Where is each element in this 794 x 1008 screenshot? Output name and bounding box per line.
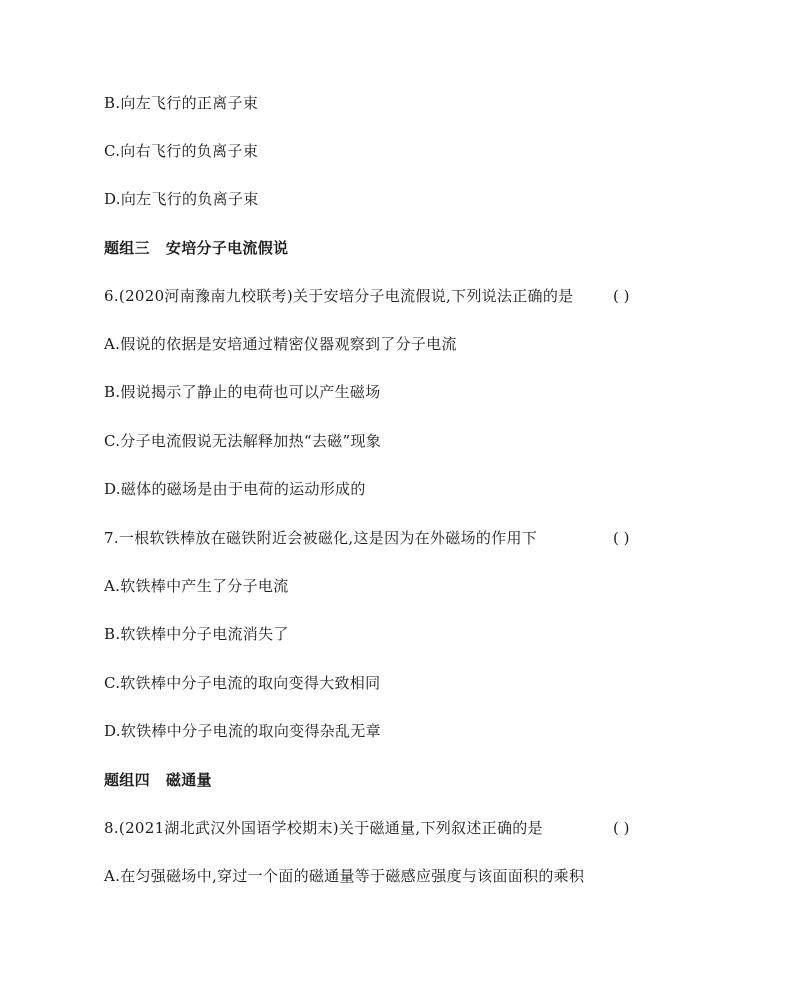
option-c-previous: C.向右飞行的负离子束: [104, 142, 259, 160]
question-6-option-d: D.磁体的磁场是由于电荷的运动形成的: [104, 480, 366, 498]
question-7-answer-bracket: ( ): [613, 529, 630, 547]
option-b-previous: B.向左飞行的正离子束: [104, 94, 259, 112]
question-8-stem: 8.(2021湖北武汉外国语学校期末)关于磁通量,下列叙述正确的是: [104, 819, 543, 837]
question-6-stem: 6.(2020河南豫南九校联考)关于安培分子电流假说,下列说法正确的是: [104, 287, 574, 305]
group-three-title: 安培分子电流假说: [165, 239, 289, 257]
group-four-label: 题组四: [104, 771, 150, 789]
question-6-answer-bracket: ( ): [613, 287, 630, 305]
question-8-option-a: A.在匀强磁场中,穿过一个面的磁通量等于磁感应强度与该面面积的乘积: [104, 867, 585, 885]
question-7-option-c: C.软铁棒中分子电流的取向变得大致相同: [104, 674, 381, 692]
question-7-stem: 7.一根软铁棒放在磁铁附近会被磁化,这是因为在外磁场的作用下: [104, 529, 538, 547]
question-6-option-a: A.假说的依据是安培通过精密仪器观察到了分子电流: [104, 335, 457, 353]
group-four-heading: [104, 770, 212, 790]
question-6-option-b: B.假说揭示了静止的电荷也可以产生磁场: [104, 383, 381, 401]
question-7-option-b: B.软铁棒中分子电流消失了: [104, 625, 289, 643]
question-6-option-c: C.分子电流假说无法解释加热“去磁”现象: [104, 432, 382, 450]
question-7-option-d: D.软铁棒中分子电流的取向变得杂乱无章: [104, 722, 381, 740]
group-three-label: 题组三: [104, 239, 150, 257]
option-d-previous: D.向左飞行的负离子束: [104, 190, 259, 208]
question-7-option-a: A.软铁棒中产生了分子电流: [104, 577, 289, 595]
group-three-heading: [104, 238, 288, 258]
question-8-answer-bracket: ( ): [613, 819, 630, 837]
group-four-title: 磁通量: [165, 771, 212, 789]
